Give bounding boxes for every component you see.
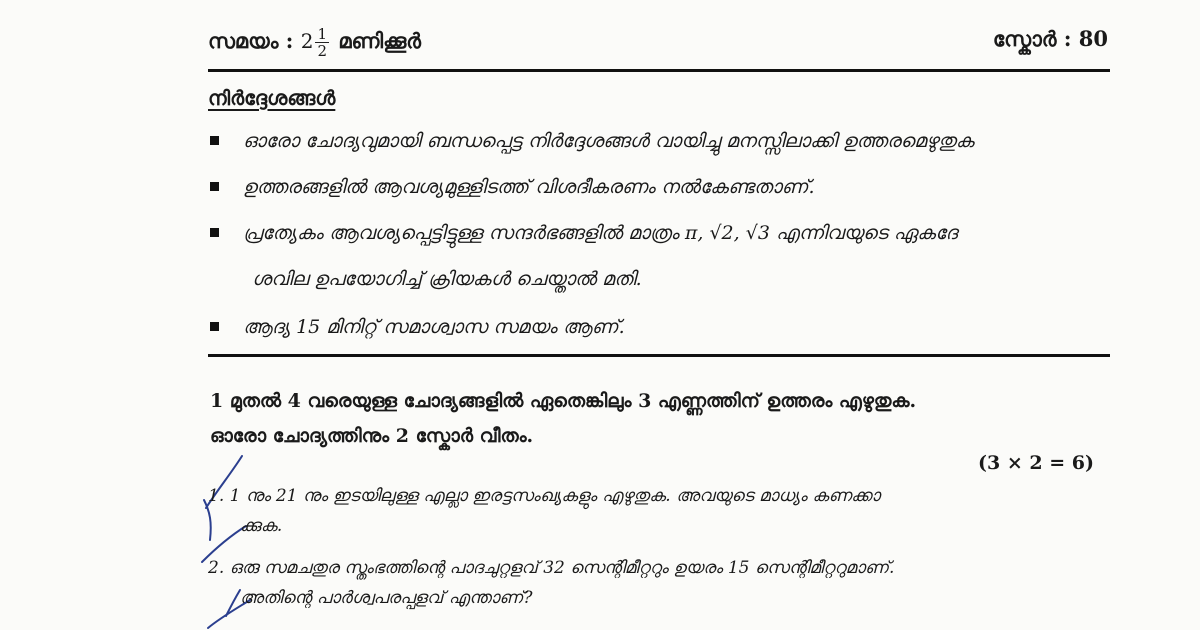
instructions-divider [208, 354, 1110, 357]
question-2: 2. ഒരു സമചതുര സ്തംഭത്തിന്റെ പാദചുറ്റളവ് 32 സെന്റിമീറ്ററും ഉയരം 15 സെന്റിമീറ്ററുമാണ്. [208, 558, 895, 578]
section-marks: (3 × 2 = 6) [978, 452, 1094, 474]
instructions-title: നിർദ്ദേശങ്ങൾ [208, 86, 336, 110]
time-whole: 2 [300, 29, 314, 53]
header-divider [208, 69, 1110, 72]
question-1: 1. 1 നും 21 നും ഇടയിലുള്ള എല്ലാ ഇരട്ടസംഖ്യകളും എഴുതുക. അവയുടെ മാധ്യം കണക്കാ [208, 486, 881, 506]
question-1-continuation: ക്കുക. [240, 516, 283, 536]
fraction-numerator: 1 [317, 25, 328, 43]
bullet-square-icon [210, 182, 219, 191]
bullet-square-icon [210, 228, 219, 237]
instruction-item-continuation: ശവില ഉപയോഗിച്ച് ക്രിയകൾ ചെയ്താൽ മതി. [252, 268, 642, 290]
instruction-item: ഉത്തരങ്ങളിൽ ആവശ്യമുള്ളിടത്ത് വിശദീകരണം നൽകേണ്ടതാണ്. [210, 176, 815, 198]
total-score: സ്കോർ : 80 [992, 26, 1108, 51]
time-allowed [208, 26, 421, 59]
time-label: സമയം : [208, 28, 294, 53]
bullet-square-icon [210, 136, 219, 145]
time-unit: മണിക്കൂർ [338, 28, 421, 53]
instruction-item: ആദ്യ 15 മിനിറ്റ് സമാശ്വാസ സമയം ആണ്. [210, 316, 625, 338]
instruction-item: പ്രത്യേകം ആവശ്യപ്പെട്ടിട്ടുള്ള സന്ദർഭങ്ങളിൽ മാത്രം π, √2, √3 എന്നിവയുടെ ഏകദേ [210, 222, 957, 244]
fraction-denominator: 2 [317, 42, 328, 60]
bullet-square-icon [210, 322, 219, 331]
question-2-continuation: അതിന്റെ പാർശ്വപരപ്പളവ് എന്താണ്? [240, 588, 533, 608]
instruction-item: ഓരോ ചോദ്യവുമായി ബന്ധപ്പെട്ട നിർദ്ദേശങ്ങൾ വായിച്ചു മനസ്സിലാക്കി ഉത്തരമെഴുതുക [210, 130, 974, 152]
time-fraction [315, 26, 329, 59]
exam-header [208, 16, 1108, 66]
section-score-note: ഓരോ ചോദ്യത്തിനും 2 സ്കോർ വീതം. [210, 425, 534, 447]
section-instruction: 1 മുതൽ 4 വരെയുള്ള ചോദ്യങ്ങളിൽ ഏതെങ്കിലും 3 എണ്ണത്തിന് ഉത്തരം എഴുതുക. [210, 390, 917, 412]
